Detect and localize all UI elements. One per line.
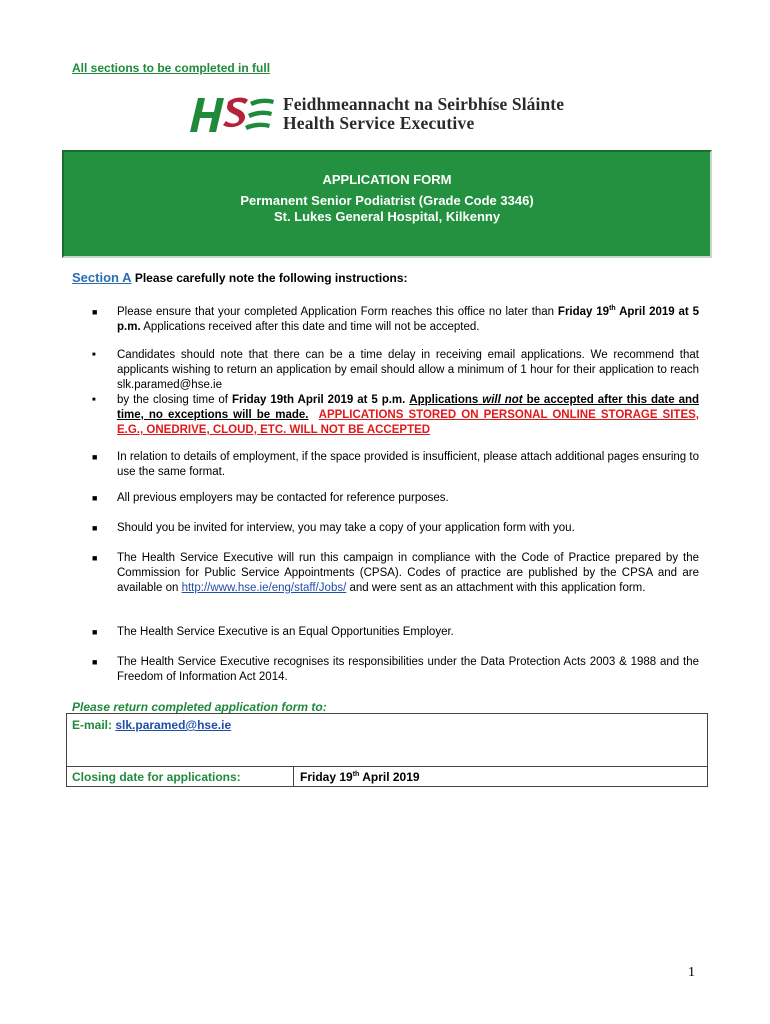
table-divider xyxy=(67,766,707,767)
bullet-icon: ■ xyxy=(92,657,98,667)
bullet-icon: ■ xyxy=(92,307,98,317)
hse-logo-icon xyxy=(190,92,275,136)
logo-english-name: Health Service Executive xyxy=(283,113,475,133)
email-link[interactable]: slk.paramed@hse.ie xyxy=(115,718,232,732)
title-banner xyxy=(62,150,712,258)
instruction-text: The Health Service Executive is an Equal Opportunities Employer. xyxy=(117,626,454,638)
cpsa-jobs-link[interactable]: http://www.hse.ie/eng/staff/Jobs/ xyxy=(181,582,347,594)
email-row xyxy=(72,718,231,732)
instruction-text: All previous employers may be contacted for reference purposes. xyxy=(117,492,449,504)
instruction-text: The Health Service Executive will run this campaign in compliance with the Code of Practice prepared by the Commission for Public Service Appointments (CPSA). Codes of practice are published by the CPSA and are available on http://www.hse.ie/eng/staff/Jobs/ and were sent as an attachment with this application form. xyxy=(117,552,699,594)
bullet-icon: ■ xyxy=(92,397,96,403)
online-storage-warning: APPLICATIONS STORED ON PERSONAL ONLINE STORAGE SITES, E.G., ONEDRIVE, CLOUD, ETC. WILL NOT BE ACCEPTED xyxy=(117,409,699,436)
bullet-icon: ■ xyxy=(92,627,98,637)
logo-irish-name: Feidhmeannacht na Seirbhíse Sláinte xyxy=(283,94,565,114)
return-instructions: Please return completed application form to: xyxy=(72,700,327,714)
completion-note: All sections to be completed in full xyxy=(72,61,271,75)
bullet-icon: ■ xyxy=(92,493,98,503)
post-location: St. Lukes General Hospital, Kilkenny xyxy=(273,209,501,224)
section-instruction: Please carefully note the following instructions: xyxy=(134,271,408,285)
bullet-icon: ■ xyxy=(92,553,98,563)
table-divider xyxy=(293,766,294,787)
instruction-text: Should you be invited for interview, you may take a copy of your application form with you. xyxy=(117,522,575,534)
instruction-text: Please ensure that your completed Application Form reaches this office no later than Friday 19th April 2019 at 5 p.m. Applications received after this date and time will not be accepted. xyxy=(117,305,699,333)
section-label: Section A xyxy=(72,270,132,285)
hse-logo xyxy=(190,92,610,137)
form-title: APPLICATION FORM xyxy=(322,172,452,187)
post-title: Permanent Senior Podiatrist (Grade Code 3346) xyxy=(240,193,534,208)
page-number: 1 xyxy=(688,965,695,980)
bullet-icon: ■ xyxy=(92,523,98,533)
bullet-icon: ■ xyxy=(92,352,96,358)
instruction-text: In relation to details of employment, if the space provided is insufficient, please attach additional pages ensuring to use the same format. xyxy=(117,451,699,478)
closing-date-value: Friday 19th April 2019 xyxy=(300,770,420,784)
contact-table xyxy=(66,713,708,787)
instruction-text: Candidates should note that there can be a time delay in receiving email applications. We recommend that applicants wishing to return an application by email should allow a minimum of 1 hour for their application to reach slk.paramed@hse.ie xyxy=(117,349,699,391)
instruction-text: by the closing time of Friday 19th April 2019 at 5 p.m. Applications will not be accepted after this date and time, no exceptions will be made. APPLICATIONS STORED ON PERSONAL ONLINE STORAGE SITES, E.G., ONEDRIVE, CLOUD, ETC. WILL NOT BE ACCEPTED xyxy=(117,394,700,436)
instruction-text: The Health Service Executive recognises its responsibilities under the Data Protection Acts 2003 & 1988 and the Freedom of Information Act 2014. xyxy=(117,656,699,683)
post-details xyxy=(64,193,710,225)
bullet-icon: ■ xyxy=(92,452,98,462)
section-a-heading xyxy=(72,270,408,285)
email-label: E-mail: xyxy=(72,718,113,732)
closing-date-label: Closing date for applications: xyxy=(72,770,241,784)
logo-wordmark xyxy=(283,95,564,133)
